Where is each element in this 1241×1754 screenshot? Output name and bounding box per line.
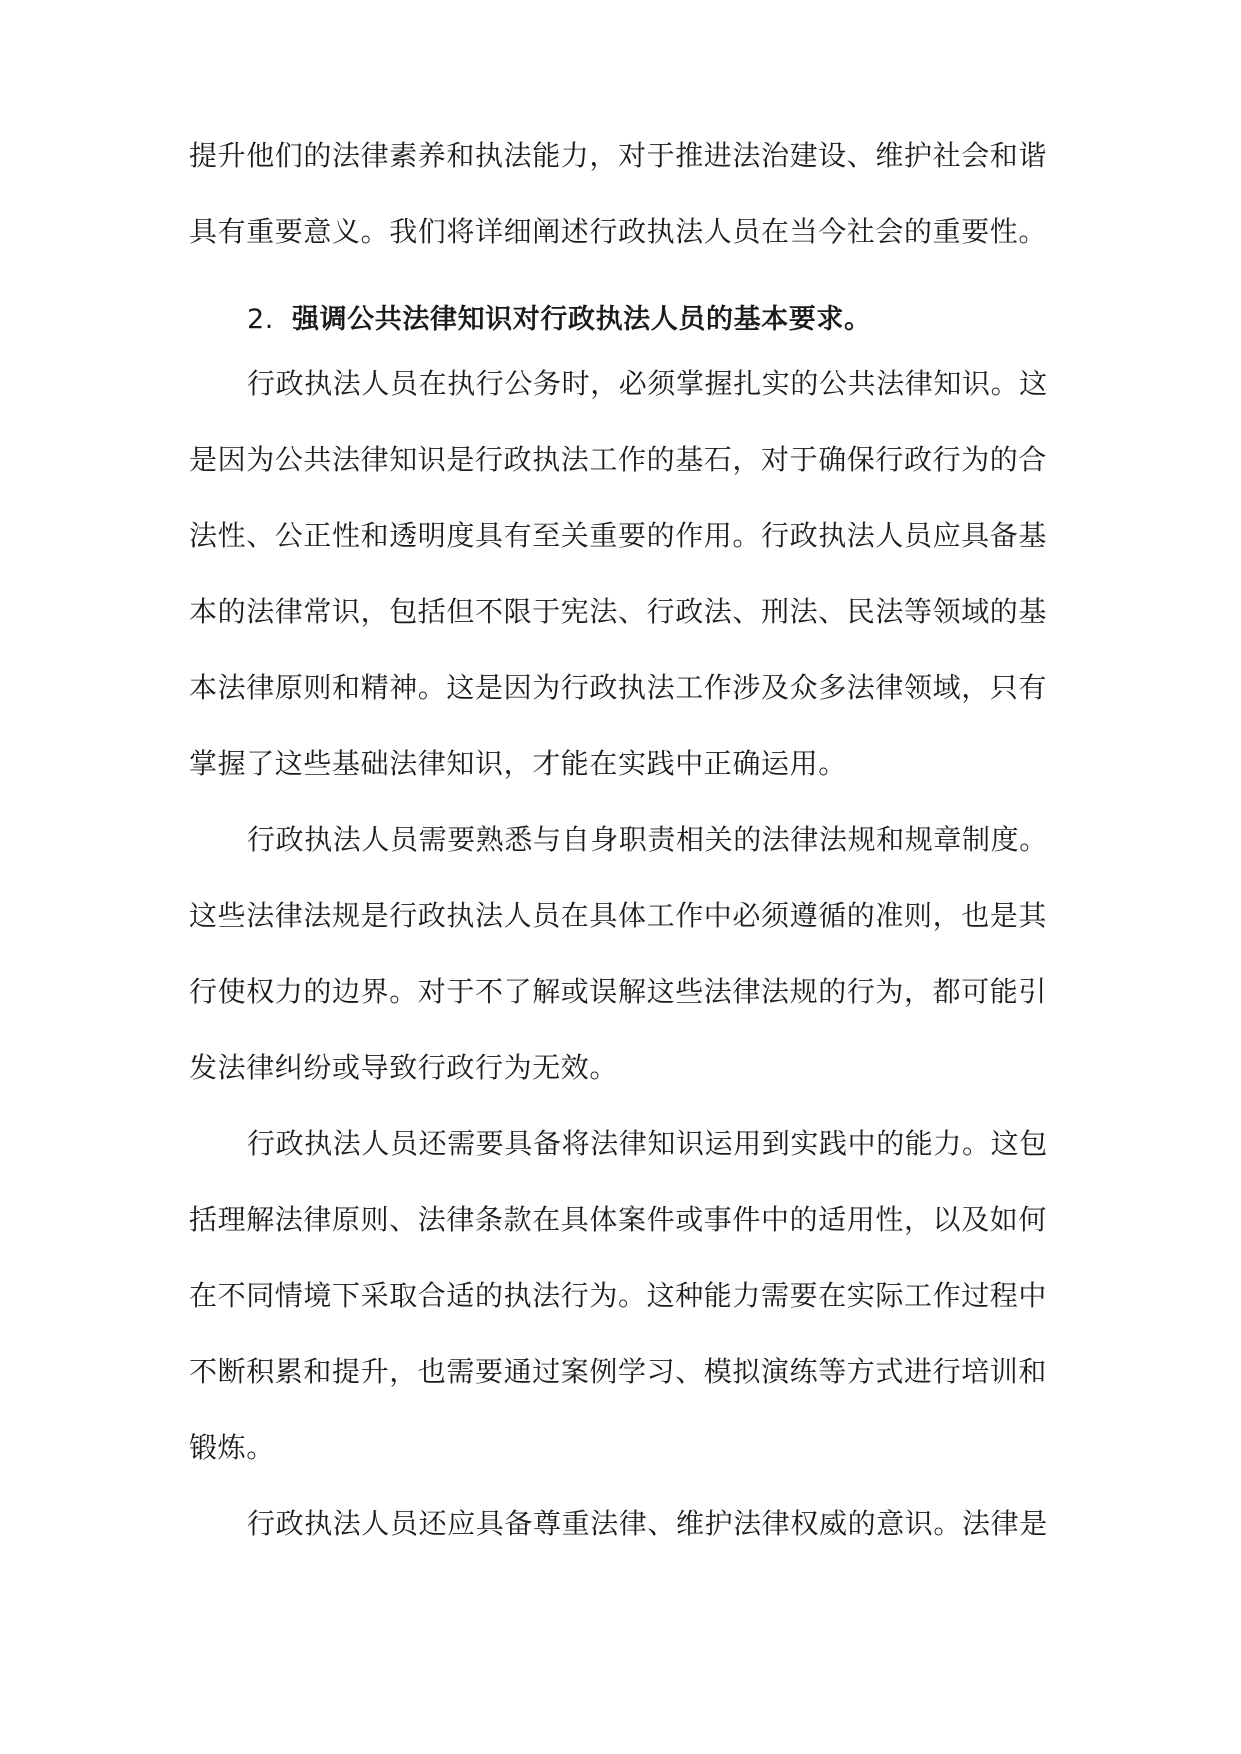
body-paragraph-2 <box>189 802 1059 1106</box>
text-line: 行使权力的边界。对于不了解或误解这些法律法规的行为，都可能引 <box>189 975 1048 1008</box>
text-line: 行政执法人员还需要具备将法律知识运用到实践中的能力。这包 <box>247 1127 1048 1160</box>
body-paragraph-4 <box>189 1486 1059 1562</box>
text-line: 具有重要意义。我们将详细阐述行政执法人员在当今社会的重要性。 <box>189 215 1048 248</box>
text-line: 本的法律常识，包括但不限于宪法、行政法、刑法、民法等领域的基 <box>189 595 1048 628</box>
text-line: 不断积累和提升，也需要通过案例学习、模拟演练等方式进行培训和 <box>189 1355 1048 1388</box>
text-line: 在不同情境下采取合适的执法行为。这种能力需要在实际工作过程中 <box>189 1279 1048 1312</box>
text-line: 括理解法律原则、法律条款在具体案件或事件中的适用性，以及如何 <box>189 1203 1048 1236</box>
text-line: 法性、公正性和透明度具有至关重要的作用。行政执法人员应具备基 <box>189 519 1048 552</box>
text-line: 发法律纠纷或导致行政行为无效。 <box>189 1051 619 1084</box>
text-line: 是因为公共法律知识是行政执法工作的基石，对于确保行政行为的合 <box>189 443 1048 476</box>
section-number: 2. <box>247 304 274 335</box>
text-line: 行政执法人员需要熟悉与自身职责相关的法律法规和规章制度。 <box>247 823 1048 856</box>
text-line: 行政执法人员在执行公务时，必须掌握扎实的公共法律知识。这 <box>247 367 1048 400</box>
text-line: 锻炼。 <box>189 1431 275 1464</box>
body-paragraph-3 <box>189 1106 1059 1486</box>
text-line: 掌握了这些基础法律知识，才能在实践中正确运用。 <box>189 747 847 780</box>
text-line: 这些法律法规是行政执法人员在具体工作中必须遵循的准则，也是其 <box>189 899 1048 932</box>
body-paragraph-1 <box>189 346 1059 802</box>
text-line: 行政执法人员还应具备尊重法律、维护法律权威的意识。法律是 <box>247 1507 1048 1540</box>
text-line: 本法律原则和精神。这是因为行政执法工作涉及众多法律领域，只有 <box>189 671 1048 704</box>
section-title: 强调公共法律知识对行政执法人员的基本要求。 <box>291 304 872 335</box>
intro-paragraph <box>189 118 1059 270</box>
text-line: 提升他们的法律素养和执法能力，对于推进法治建设、维护社会和谐 <box>189 139 1048 172</box>
